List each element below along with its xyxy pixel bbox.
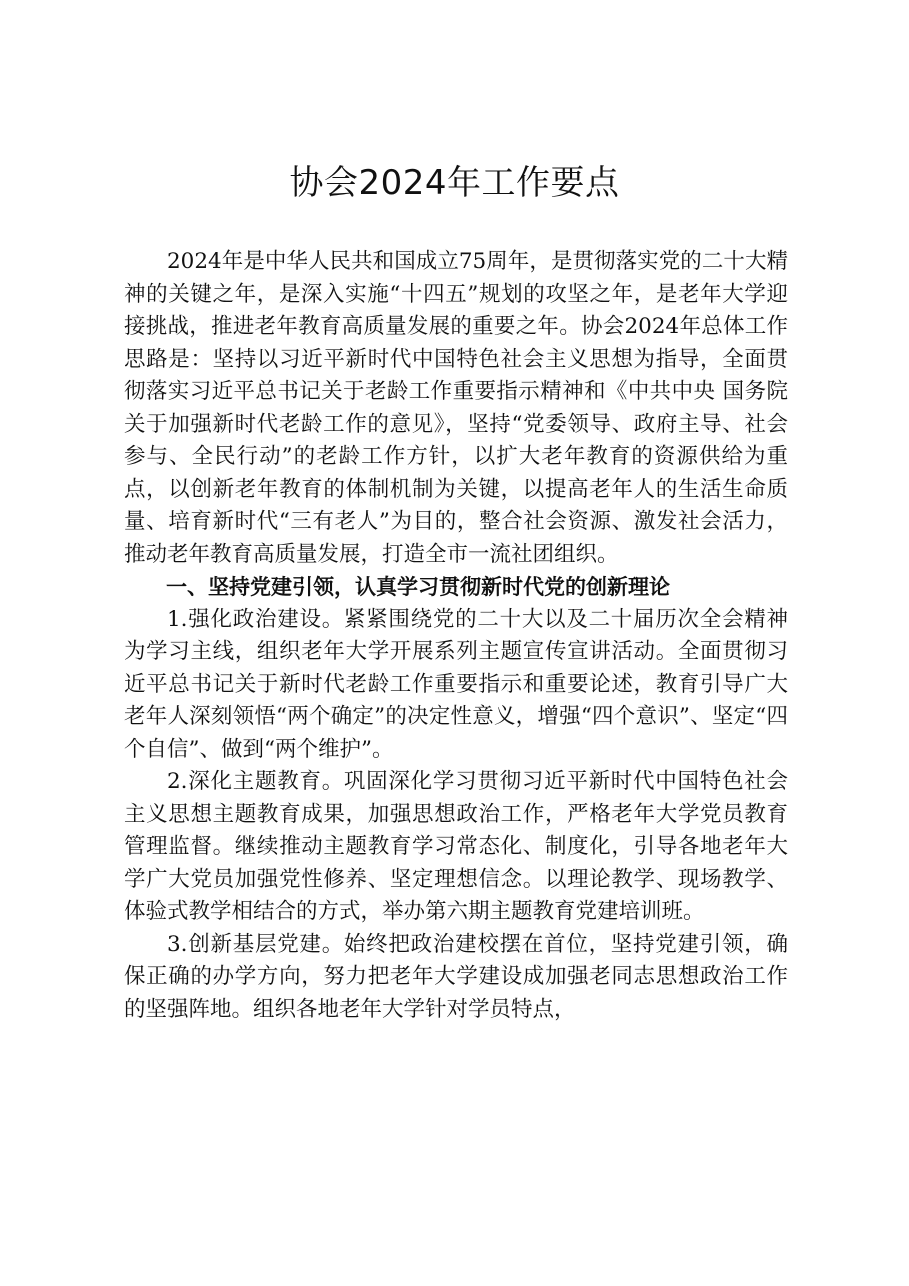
- item-paragraph-3: 3.创新基层党建。始终把政治建校摆在首位，坚持党建引领，确保正确的办学方向，努力把老年大学建设成加强老同志思想政治工作的坚强阵地。组织各地老年大学针对学员特点，: [124, 931, 788, 1022]
- document-body: [124, 246, 788, 1026]
- item-paragraph-2: 2.深化主题教育。巩固深化学习贯彻习近平新时代中国特色社会主义思想主题教育成果，加强思想政治工作，严格老年大学党员教育管理监督。继续推动主题教育学习常态化、制度化，引导各地老年大学广大党员加强党性修养、坚定理想信念。以理论教学、现场教学、体验式教学相结合的方式，举办第六期主题教育党建培训班。: [124, 769, 788, 924]
- document-title: 协会2024年工作要点: [289, 163, 620, 203]
- item-paragraph-1: 1.强化政治建设。紧紧围绕党的二十大以及二十届历次全会精神为学习主线，组织老年大学开展系列主题宣传宣讲活动。全面贯彻习近平总书记关于新时代老龄工作重要指示和重要论述，教育引导广大老年人深刻领悟“两个确定”的决定性意义，增强“四个意识”、坚定“四个自信”、做到“两个维护”。: [124, 606, 788, 762]
- section-heading-1: 一、坚持党建引领，认真学习贯彻新时代党的创新理论: [166, 575, 670, 599]
- intro-paragraph: 2024年是中华人民共和国成立75周年，是贯彻落实党的二十大精神的关键之年，是深入实施“十四五”规划的攻坚之年，是老年大学迎接挑战，推进老年教育高质量发展的重要之年。协会2024年总体工作思路是：坚持以习近平新时代中国特色社会主义思想为指导，全面贯彻落实习近平总书记关于老龄工作重要指示精神和《中共中央 国务院关于加强新时代老龄工作的意见》，坚持“党委领导、政府主导、社会参与、全民行动”的老龄工作方针，以扩大老年教育的资源供给为重点，以创新老年教育的体制机制为关键，以提高老年人的生活生命质量、培育新时代“三有老人”为目的，整合社会资源、激发社会活力，推动老年教育高质量发展，打造全市一流社团组织。: [124, 249, 788, 567]
